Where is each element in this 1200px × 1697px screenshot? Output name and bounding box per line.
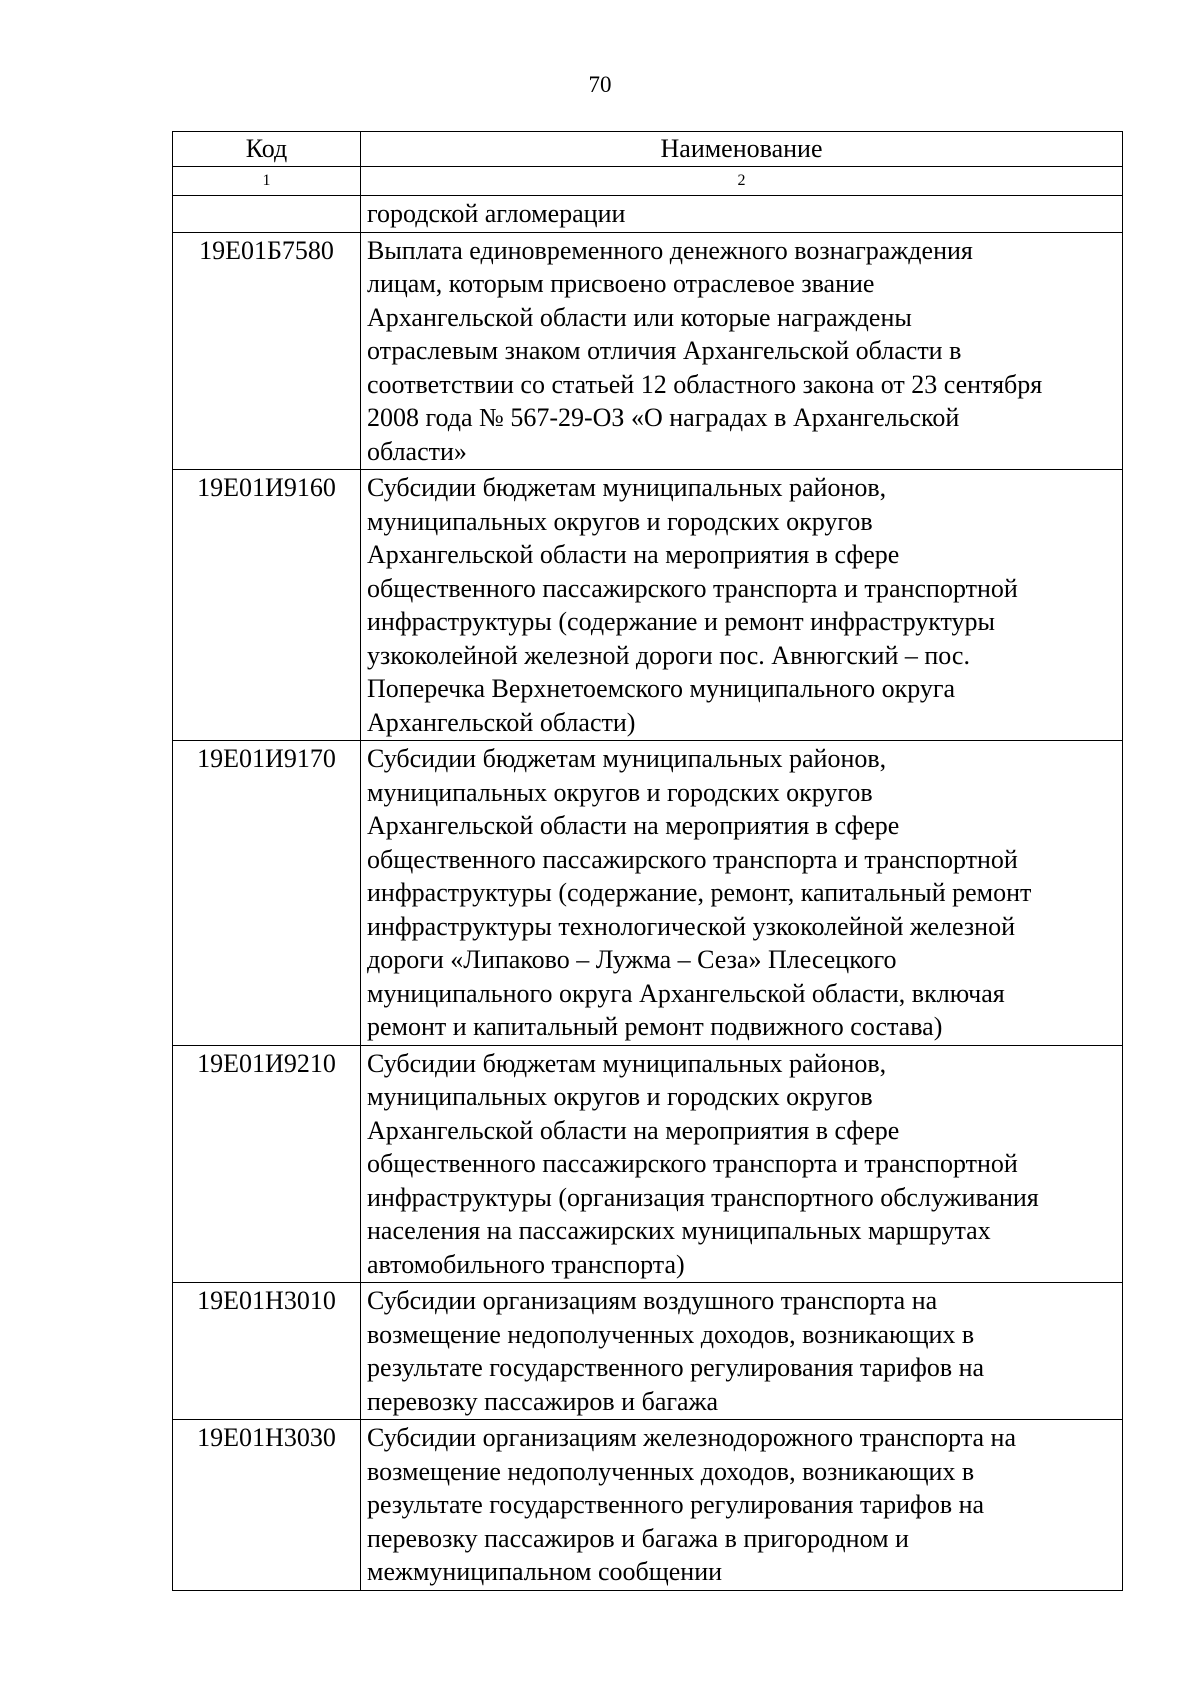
row-name: Субсидии организациям воздушного транспорта на возмещение недополученных доходов, возникающих в результате государственного регулирования тарифов на перевозку пассажиров и багажа — [361, 1283, 1123, 1420]
row-name: Субсидии бюджетам муниципальных районов, муниципальных округов и городских округов Архангельской области на мероприятия в сфере общественного пассажирского транспорта и транспортной инфраструктуры (содержание, ремонт, капитальный ремонт инфраструктуры технологической узкоколейной железной дороги «Липаково – Лужма – Сеза» Плесецкого муниципального округа Архангельской области, включая ремонт и капитальный ремонт подвижного состава) — [361, 741, 1123, 1046]
table-row — [173, 741, 1123, 1046]
column-number-row — [173, 167, 1123, 196]
row-code — [173, 196, 361, 233]
row-code: 19Е01Н3010 — [173, 1283, 361, 1420]
row-code: 19Е01Н3030 — [173, 1420, 361, 1591]
row-code: 19Е01И9160 — [173, 470, 361, 741]
table-header-row — [173, 132, 1123, 167]
header-name: Наименование — [361, 132, 1123, 167]
table-row — [173, 1283, 1123, 1420]
header-code: Код — [173, 132, 361, 167]
table-row — [173, 1420, 1123, 1591]
row-name: Субсидии организациям железнодорожного транспорта на возмещение недополученных доходов, возникающих в результате государственного регулирования тарифов на перевозку пассажиров и багажа в пригородном и межмуниципальном сообщении — [361, 1420, 1123, 1591]
table-row — [173, 470, 1123, 741]
row-name: Выплата единовременного денежного вознаграждения лицам, которым присвоено отраслевое звание Архангельской области или которые награждены отраслевым знаком отличия Архангельской области в соответствии со статьей 12 областного закона от 23 сентября 2008 года № 567-29-ОЗ «О наградах в Архангельской области» — [361, 232, 1123, 470]
row-name: Субсидии бюджетам муниципальных районов, муниципальных округов и городских округов Архангельской области на мероприятия в сфере общественного пассажирского транспорта и транспортной инфраструктуры (организация транспортного обслуживания населения на пассажирских муниципальных маршрутах автомобильного транспорта) — [361, 1045, 1123, 1283]
row-code: 19Е01Б7580 — [173, 232, 361, 470]
page-number: 70 — [588, 72, 612, 97]
budget-code-table — [172, 131, 1123, 1591]
column-number-1: 1 — [173, 167, 361, 196]
column-number-2: 2 — [361, 167, 1123, 196]
table-row — [173, 232, 1123, 470]
row-code: 19Е01И9210 — [173, 1045, 361, 1283]
row-name: Субсидии бюджетам муниципальных районов, муниципальных округов и городских округов Архангельской области на мероприятия в сфере общественного пассажирского транспорта и транспортной инфраструктуры (содержание и ремонт инфраструктуры узкоколейной железной дороги пос. Авнюгский – пос. Поперечка Верхнетоемского муниципального округа Архангельской области) — [361, 470, 1123, 741]
table-row — [173, 1045, 1123, 1283]
table-row — [173, 196, 1123, 233]
row-name: городской агломерации — [361, 196, 1123, 233]
row-code: 19Е01И9170 — [173, 741, 361, 1046]
